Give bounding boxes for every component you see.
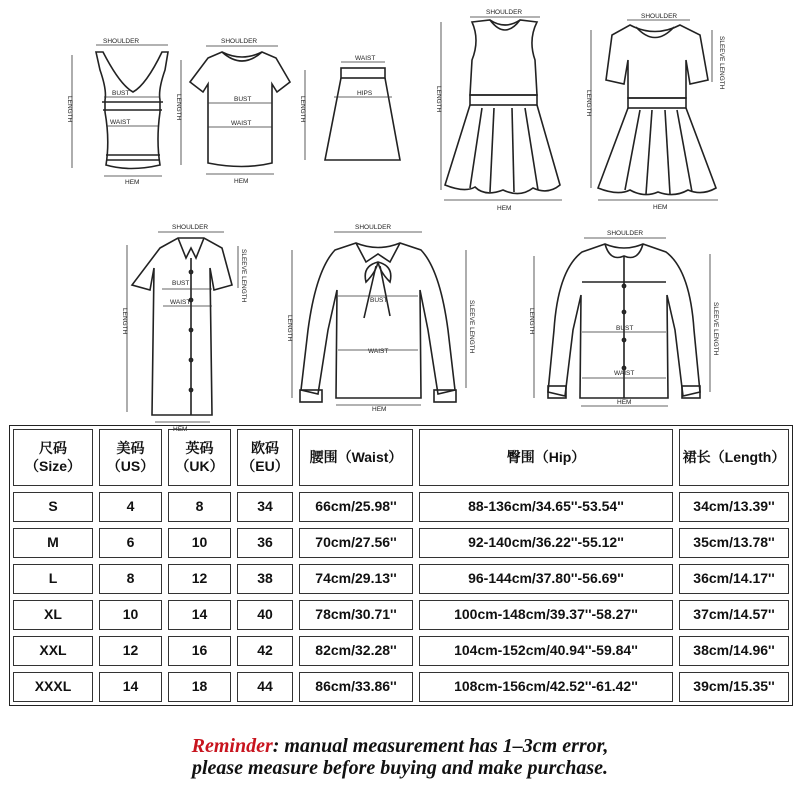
- cell-uk: 10: [168, 528, 231, 558]
- tee-bust-label: BUST: [234, 96, 252, 103]
- cell-hip: 92-140cm/36.22''-55.12'': [419, 528, 673, 558]
- cell-us: 14: [99, 672, 162, 702]
- reminder-label: Reminder: [191, 735, 273, 757]
- short-sleeve-dress-length-label: LENGTH: [585, 90, 592, 117]
- cell-size: XXXL: [13, 672, 93, 702]
- bow-blouse-shoulder-label: SHOULDER: [355, 224, 392, 231]
- header-us: 美码 （US）: [99, 429, 162, 486]
- table-row: [10, 525, 792, 561]
- jacket-bust-label: BUST: [616, 325, 634, 332]
- cell-eu: 38: [237, 564, 293, 594]
- cell-us: 4: [99, 492, 162, 522]
- cell-size: S: [13, 492, 93, 522]
- jacket-diagram: [528, 230, 719, 406]
- short-sleeve-dress-shoulder-label: SHOULDER: [641, 13, 678, 20]
- cell-uk: 16: [168, 636, 231, 666]
- cell-size: L: [13, 564, 93, 594]
- sleeveless-dress-length-label: LENGTH: [435, 86, 442, 113]
- cell-us: 6: [99, 528, 162, 558]
- short-sleeve-dress-sleeve-label: SLEEVE LENGTH: [718, 36, 725, 90]
- cell-uk: 14: [168, 600, 231, 630]
- reminder-line-1: : manual measurement has 1–3cm error,: [272, 735, 609, 757]
- cell-eu: 42: [237, 636, 293, 666]
- cell-waist: 66cm/25.98'': [299, 492, 413, 522]
- cell-waist: 86cm/33.86'': [299, 672, 413, 702]
- bow-blouse-hem-label: HEM: [372, 406, 387, 413]
- table-row: [10, 489, 792, 525]
- cell-waist: 78cm/30.71'': [299, 600, 413, 630]
- header-waist: 腰围（Waist）: [299, 429, 413, 486]
- cell-eu: 44: [237, 672, 293, 702]
- skirt-diagram: [299, 55, 400, 160]
- cell-size: M: [13, 528, 93, 558]
- cell-length: 39cm/15.35'': [679, 672, 789, 702]
- shirt-dress-shoulder-label: SHOULDER: [172, 224, 209, 231]
- shirt-dress-bust-label: BUST: [172, 280, 190, 287]
- cell-us: 10: [99, 600, 162, 630]
- reminder-note: [0, 735, 800, 779]
- jacket-waist-label: WAIST: [614, 370, 635, 377]
- header-uk: 英码 （UK）: [168, 429, 231, 486]
- cell-us: 8: [99, 564, 162, 594]
- tank-hem-label: HEM: [125, 179, 140, 186]
- jacket-sleeve-label: SLEEVE LENGTH: [712, 302, 719, 356]
- cell-hip: 88-136cm/34.65''-53.54'': [419, 492, 673, 522]
- bow-blouse-sleeve-label: SLEEVE LENGTH: [468, 300, 475, 354]
- cell-hip: 96-144cm/37.80''-56.69'': [419, 564, 673, 594]
- cell-length: 34cm/13.39'': [679, 492, 789, 522]
- reminder-line-2: please measure before buying and make purchase.: [191, 757, 609, 779]
- skirt-length-label: LENGTH: [299, 96, 306, 123]
- shirt-dress-length-label: LENGTH: [121, 308, 128, 335]
- cell-length: 35cm/13.78'': [679, 528, 789, 558]
- cell-eu: 34: [237, 492, 293, 522]
- table-row: [10, 561, 792, 597]
- header-length: 裙长（Length）: [679, 429, 789, 486]
- short-sleeve-dress-hem-label: HEM: [653, 204, 668, 211]
- cell-uk: 12: [168, 564, 231, 594]
- table-header-row: [10, 426, 792, 489]
- bow-blouse-bust-label: BUST: [370, 297, 388, 304]
- cell-eu: 36: [237, 528, 293, 558]
- cell-hip: 108cm-156cm/42.52''-61.42'': [419, 672, 673, 702]
- tee-hem-label: HEM: [234, 178, 249, 185]
- cell-waist: 74cm/29.13'': [299, 564, 413, 594]
- tee-diagram: [175, 38, 290, 185]
- cell-us: 12: [99, 636, 162, 666]
- header-size: 尺码 （Size）: [13, 429, 93, 486]
- bow-blouse-length-label: LENGTH: [286, 315, 293, 342]
- tank-waist-label: WAIST: [110, 119, 131, 126]
- shirt-dress-sleeve-label: SLEEVE LENGTH: [240, 249, 247, 303]
- shirt-dress-hem-label: HEM: [173, 426, 188, 433]
- jacket-length-label: LENGTH: [528, 308, 535, 335]
- sleeveless-dress-hem-label: HEM: [497, 205, 512, 212]
- cell-size: XL: [13, 600, 93, 630]
- cell-uk: 8: [168, 492, 231, 522]
- skirt-waist-label: WAIST: [355, 55, 376, 62]
- size-chart-table: [9, 425, 793, 706]
- sleeveless-dress-diagram: [435, 9, 562, 212]
- tank-shoulder-label: SHOULDER: [103, 38, 140, 45]
- tee-shoulder-label: SHOULDER: [221, 38, 258, 45]
- table-row: [10, 597, 792, 633]
- cell-length: 38cm/14.96'': [679, 636, 789, 666]
- cell-waist: 70cm/27.56'': [299, 528, 413, 558]
- cell-length: 36cm/14.17'': [679, 564, 789, 594]
- bow-blouse-waist-label: WAIST: [368, 348, 389, 355]
- shirt-dress-diagram: [121, 224, 247, 433]
- cell-waist: 82cm/32.28'': [299, 636, 413, 666]
- cell-uk: 18: [168, 672, 231, 702]
- jacket-hem-label: HEM: [617, 399, 632, 406]
- cell-eu: 40: [237, 600, 293, 630]
- table-row: [10, 633, 792, 669]
- tank-length-label: LENGTH: [66, 96, 73, 123]
- tank-top-diagram: [66, 38, 168, 186]
- tank-bust-label: BUST: [112, 90, 130, 97]
- table-row: [10, 669, 792, 705]
- cell-size: XXL: [13, 636, 93, 666]
- bow-blouse-diagram: [286, 224, 475, 413]
- tee-waist-label: WAIST: [231, 120, 252, 127]
- header-hip: 臀围（Hip）: [419, 429, 673, 486]
- tee-length-label: LENGTH: [175, 94, 182, 121]
- short-sleeve-dress-diagram: [585, 13, 725, 211]
- shirt-dress-waist-label: WAIST: [170, 299, 191, 306]
- cell-hip: 104cm-152cm/40.94''-59.84'': [419, 636, 673, 666]
- jacket-shoulder-label: SHOULDER: [607, 230, 644, 237]
- skirt-hips-label: HIPS: [357, 90, 373, 97]
- header-eu: 欧码 （EU）: [237, 429, 293, 486]
- sleeveless-dress-shoulder-label: SHOULDER: [486, 9, 523, 16]
- cell-length: 37cm/14.57'': [679, 600, 789, 630]
- cell-hip: 100cm-148cm/39.37''-58.27'': [419, 600, 673, 630]
